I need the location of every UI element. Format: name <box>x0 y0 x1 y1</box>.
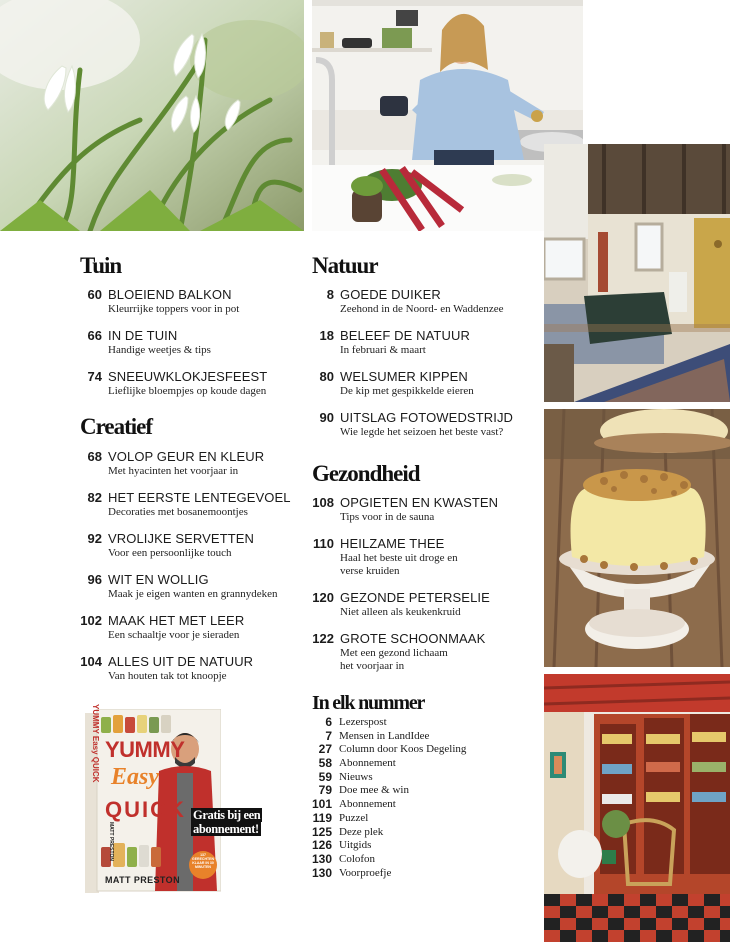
entry-title: GOEDE DUIKER <box>340 287 441 302</box>
list-item[interactable] <box>312 853 537 867</box>
list-item[interactable] <box>312 730 537 744</box>
entry-title: SNEEUWKLOKJESFEEST <box>108 369 268 384</box>
page-number: 122 <box>312 631 334 646</box>
left-column <box>80 253 305 695</box>
entry-subtitle: Haal het beste uit droge en <box>340 552 458 564</box>
entry-subtitle: Wie legde het seizoen het beste vast? <box>340 426 504 438</box>
page-number: 74 <box>87 369 102 384</box>
toc-entry[interactable] <box>312 536 537 590</box>
page-number: 130 <box>312 851 333 866</box>
photo-snowdrops <box>0 0 304 231</box>
list-item-label: Colofon <box>339 852 376 865</box>
book-title-yummy: YUMMY <box>105 737 185 762</box>
toc-entry[interactable] <box>80 490 305 531</box>
toc-entry[interactable] <box>80 572 305 613</box>
page-number: 126 <box>312 838 333 853</box>
toc-entry[interactable] <box>80 531 305 572</box>
book-spine-author: MATT PRESTON <box>108 822 114 861</box>
toc-entry[interactable] <box>80 287 305 328</box>
list-item[interactable] <box>312 812 537 826</box>
page-number: 27 <box>318 742 332 757</box>
page-number: 58 <box>318 756 332 771</box>
toc-entry[interactable] <box>312 287 537 328</box>
list-item[interactable] <box>312 771 537 785</box>
entry-subtitle: Handige weetjes & tips <box>108 344 211 356</box>
list-item[interactable] <box>312 784 537 798</box>
page-number: 82 <box>87 490 102 505</box>
toc-entry[interactable] <box>80 369 305 410</box>
entry-subtitle: Maak je eigen wanten en grannydeken <box>108 588 278 600</box>
list-item-label: Nieuws <box>339 770 373 783</box>
page-number: 119 <box>312 810 332 825</box>
list-item-label: Mensen in LandIdee <box>339 729 430 742</box>
entry-subtitle: Voor een persoonlijke touch <box>108 547 232 559</box>
toc-entry[interactable] <box>80 328 305 369</box>
book-sticker: 137 GERECHTEN KLAAR IN 30 MINUTEN <box>192 853 214 869</box>
photo-bedroom <box>544 144 730 402</box>
entry-title: HEILZAME THEE <box>340 536 445 551</box>
promo-badge-line2: abonnement! <box>193 822 259 836</box>
page-number: 92 <box>87 531 102 546</box>
entry-subtitle: Decoraties met bosanemoontjes <box>108 506 248 518</box>
list-item[interactable] <box>312 839 537 853</box>
entry-subtitle: In februari & maart <box>340 344 426 356</box>
list-item[interactable] <box>312 743 537 757</box>
middle-column <box>312 253 537 880</box>
page-number: 8 <box>326 287 334 302</box>
list-item-label: Deze plek <box>339 825 384 838</box>
entry-title: WIT EN WOLLIG <box>108 572 209 587</box>
page-number: 108 <box>312 495 334 510</box>
page-number: 7 <box>325 728 332 743</box>
entry-title: OPGIETEN EN KWASTEN <box>340 495 499 510</box>
book-author: MATT PRESTON <box>105 875 180 885</box>
list-item-label: Lezerspost <box>339 716 387 728</box>
photo-pudding <box>544 409 730 667</box>
toc-entry[interactable] <box>80 654 305 695</box>
toc-entry[interactable] <box>312 369 537 410</box>
list-item[interactable] <box>312 826 537 840</box>
toc-entry[interactable] <box>80 449 305 490</box>
page-number: 102 <box>80 613 102 628</box>
entry-subtitle: Met een gezond lichaam <box>340 647 448 659</box>
list-item-label: Doe mee & win <box>339 784 409 797</box>
recurring-list <box>312 716 537 880</box>
entry-subtitle: Van houten tak tot knoopje <box>108 670 227 682</box>
page-number: 120 <box>312 590 334 605</box>
toc-entry[interactable] <box>312 495 537 536</box>
entry-subtitle: Niet alleen als keukenkruid <box>340 606 461 618</box>
entry-title: GROTE SCHOONMAAK <box>340 631 486 646</box>
book-cover[interactable] <box>85 704 221 893</box>
book-title-easy: Easy <box>111 764 159 790</box>
list-item-label: Column door Koos Degeling <box>339 743 467 756</box>
list-item[interactable] <box>312 716 537 730</box>
book-spine-title: YUMMY Easy QUICK <box>91 704 100 783</box>
photo-kitchen <box>312 0 583 231</box>
entry-title: BLOEIEND BALKON <box>108 287 232 302</box>
page-number: 79 <box>318 783 332 798</box>
entry-title: MAAK HET MET LEER <box>108 613 245 628</box>
page-number: 90 <box>319 410 334 425</box>
page-number: 59 <box>318 769 332 784</box>
section-title-creatief: Creatief <box>80 414 153 439</box>
entry-title: BELEEF DE NATUUR <box>340 328 470 343</box>
toc-entry[interactable] <box>312 410 537 451</box>
book-title-quick: QUICK <box>105 797 186 822</box>
entry-subtitle: Met hyacinten het voorjaar in <box>108 465 239 477</box>
entry-subtitle: De kip met gespikkelde eieren <box>340 385 474 397</box>
promo-badge <box>191 808 271 836</box>
section-title-tuin: Tuin <box>80 253 122 278</box>
promo-badge-line1: Gratis bij een <box>193 808 261 822</box>
list-item-label: Puzzel <box>339 811 369 824</box>
section-title-natuur: Natuur <box>312 253 378 278</box>
section-title-in-elk-nummer: In elk nummer <box>312 692 425 714</box>
list-item-label: Uitgids <box>339 839 372 852</box>
page-number: 68 <box>87 449 102 464</box>
list-item-label: Abonnement <box>339 798 396 811</box>
entry-title: ALLES UIT DE NATUUR <box>108 654 254 669</box>
toc-entry[interactable] <box>312 590 537 631</box>
entry-title: UITSLAG FOTOWEDSTRIJD <box>340 410 514 425</box>
toc-entry[interactable] <box>312 631 537 685</box>
toc-entry[interactable] <box>312 328 537 369</box>
entry-subtitle-line2: het voorjaar in <box>340 660 405 672</box>
entry-title: VOLOP GEUR EN KLEUR <box>108 449 265 464</box>
entry-subtitle: Tips voor in de sauna <box>340 511 435 523</box>
entry-subtitle: Een schaaltje voor je sieraden <box>108 629 240 641</box>
page-number: 6 <box>325 715 332 729</box>
page-number: 101 <box>312 797 333 812</box>
entry-subtitle: Lieflijke bloempjes op koude dagen <box>108 385 267 397</box>
list-item-label: Abonnement <box>339 757 396 770</box>
toc-entry[interactable] <box>80 613 305 654</box>
list-item[interactable] <box>312 757 537 771</box>
page-number: 125 <box>312 824 333 839</box>
page-number: 110 <box>313 536 334 551</box>
entry-title: WELSUMER KIPPEN <box>340 369 468 384</box>
page-number: 60 <box>87 287 102 302</box>
page-number: 96 <box>87 572 102 587</box>
page-number: 104 <box>80 654 102 669</box>
list-item-label: Voorproefje <box>339 866 392 879</box>
list-item[interactable] <box>312 867 537 881</box>
page-number: 66 <box>87 328 102 343</box>
entry-subtitle: Zeehond in de Noord- en Waddenzee <box>340 303 504 315</box>
list-item[interactable] <box>312 798 537 812</box>
photo-cabinet-room <box>544 674 730 942</box>
page-number: 130 <box>312 865 333 880</box>
page-number: 80 <box>319 369 334 384</box>
entry-title: HET EERSTE LENTEGEVOEL <box>108 490 291 505</box>
entry-title: IN DE TUIN <box>108 328 178 343</box>
entry-subtitle-line2: verse kruiden <box>340 565 400 577</box>
entry-title: GEZONDE PETERSELIE <box>340 590 490 605</box>
entry-title: VROLIJKE SERVETTEN <box>108 531 255 546</box>
entry-subtitle: Kleurrijke toppers voor in pot <box>108 303 240 315</box>
section-title-gezondheid: Gezondheid <box>312 461 420 486</box>
page-number: 18 <box>319 328 334 343</box>
